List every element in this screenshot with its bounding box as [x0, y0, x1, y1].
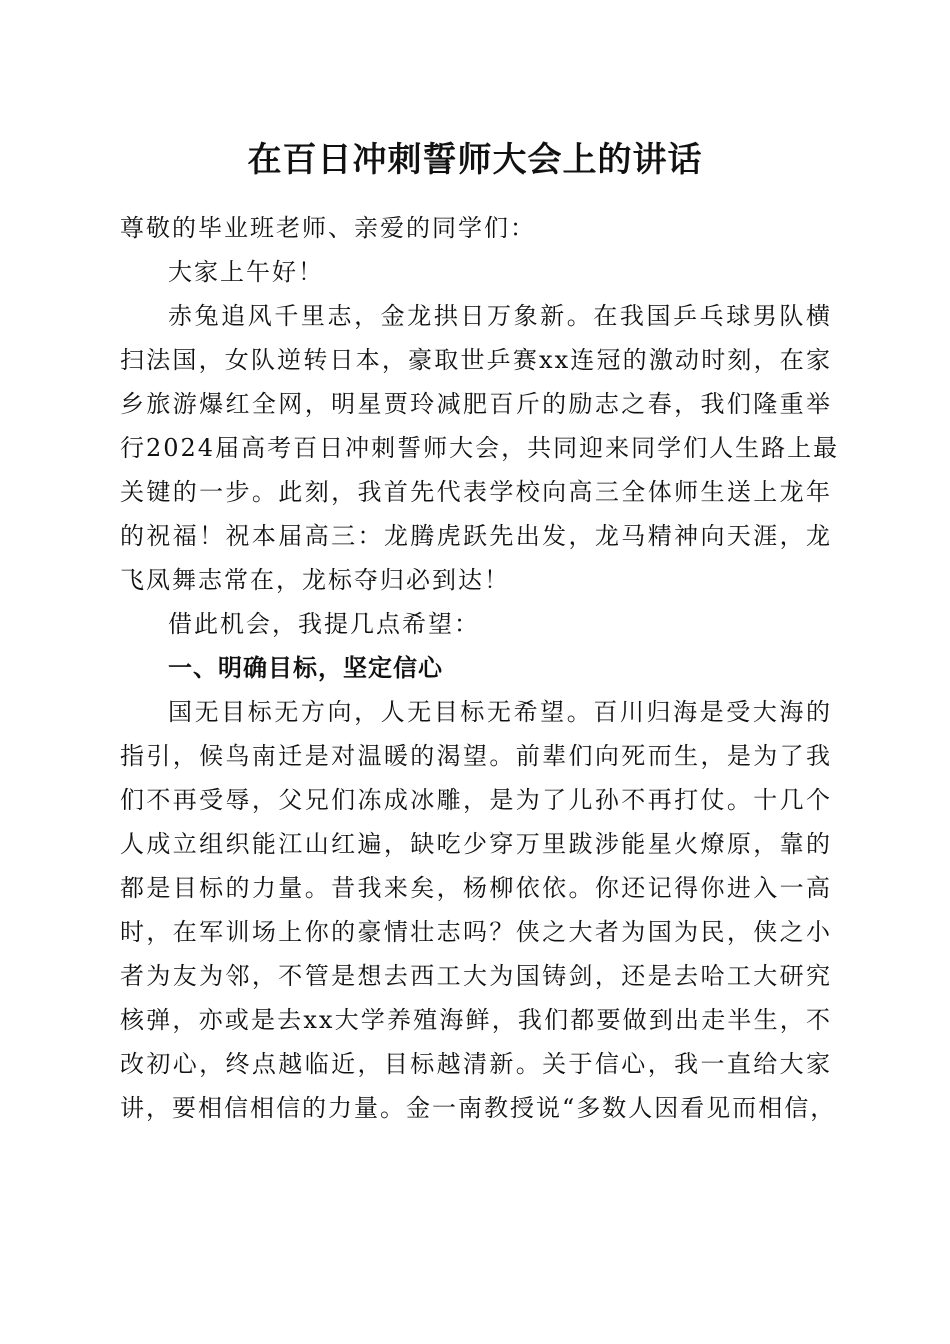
paragraph-line: 关键的一步。此刻，我首先代表学校向高三全体师生送上龙年	[120, 478, 832, 506]
greeting-line: 大家上午好！	[168, 258, 324, 286]
paragraph-line: 都是目标的力量。昔我来矣，杨柳依依。你还记得你进入一高	[120, 874, 832, 902]
paragraph-line: 赤兔追风千里志，金龙拱日万象新。在我国乒乓球男队横	[168, 302, 832, 330]
section-heading: 一、明确目标，坚定信心	[168, 654, 443, 682]
paragraph-line: 核弹，亦或是去xx大学养殖海鲜，我们都要做到出走半生，不	[120, 1006, 832, 1034]
page-title: 在百日冲刺誓师大会上的讲话	[247, 140, 703, 180]
paragraph-line: 讲，要相信相信的力量。金一南教授说“多数人因看见而相信，	[120, 1094, 837, 1122]
paragraph-line: 者为友为邻，不管是想去西工大为国铸剑，还是去哈工大研究	[120, 962, 832, 990]
paragraph-line: 行2024届高考百日冲刺誓师大会，共同迎来同学们人生路上最	[120, 434, 840, 462]
paragraph-line: 改初心，终点越临近，目标越清新。关于信心，我一直给大家	[120, 1050, 832, 1078]
paragraph-line: 指引，候鸟南迁是对温暖的渴望。前辈们向死而生，是为了我	[120, 742, 832, 770]
salutation-line: 尊敬的毕业班老师、亲爱的同学们：	[120, 214, 536, 242]
paragraph-line: 时，在军训场上你的豪情壮志吗？侠之大者为国为民，侠之小	[120, 918, 832, 946]
paragraph-line: 飞凤舞志常在，龙标夺归必到达！	[120, 566, 510, 594]
paragraph-line: 乡旅游爆红全网，明星贾玲减肥百斤的励志之春，我们隆重举	[120, 390, 832, 418]
paragraph-line: 借此机会，我提几点希望：	[168, 610, 480, 638]
paragraph-line: 人成立组织能江山红遍，缺吃少穿万里跋涉能星火燎原，靠的	[120, 830, 832, 858]
paragraph-line: 扫法国，女队逆转日本，豪取世乒赛xx连冠的激动时刻，在家	[120, 346, 832, 374]
paragraph-line: 国无目标无方向，人无目标无希望。百川归海是受大海的	[168, 698, 832, 726]
speech-body	[120, 206, 840, 1130]
paragraph-line: 的祝福！祝本届高三：龙腾虎跃先出发，龙马精神向天涯，龙	[120, 522, 832, 550]
paragraph-line: 们不再受辱，父兄们冻成冰雕，是为了儿孙不再打仗。十几个	[120, 786, 832, 814]
